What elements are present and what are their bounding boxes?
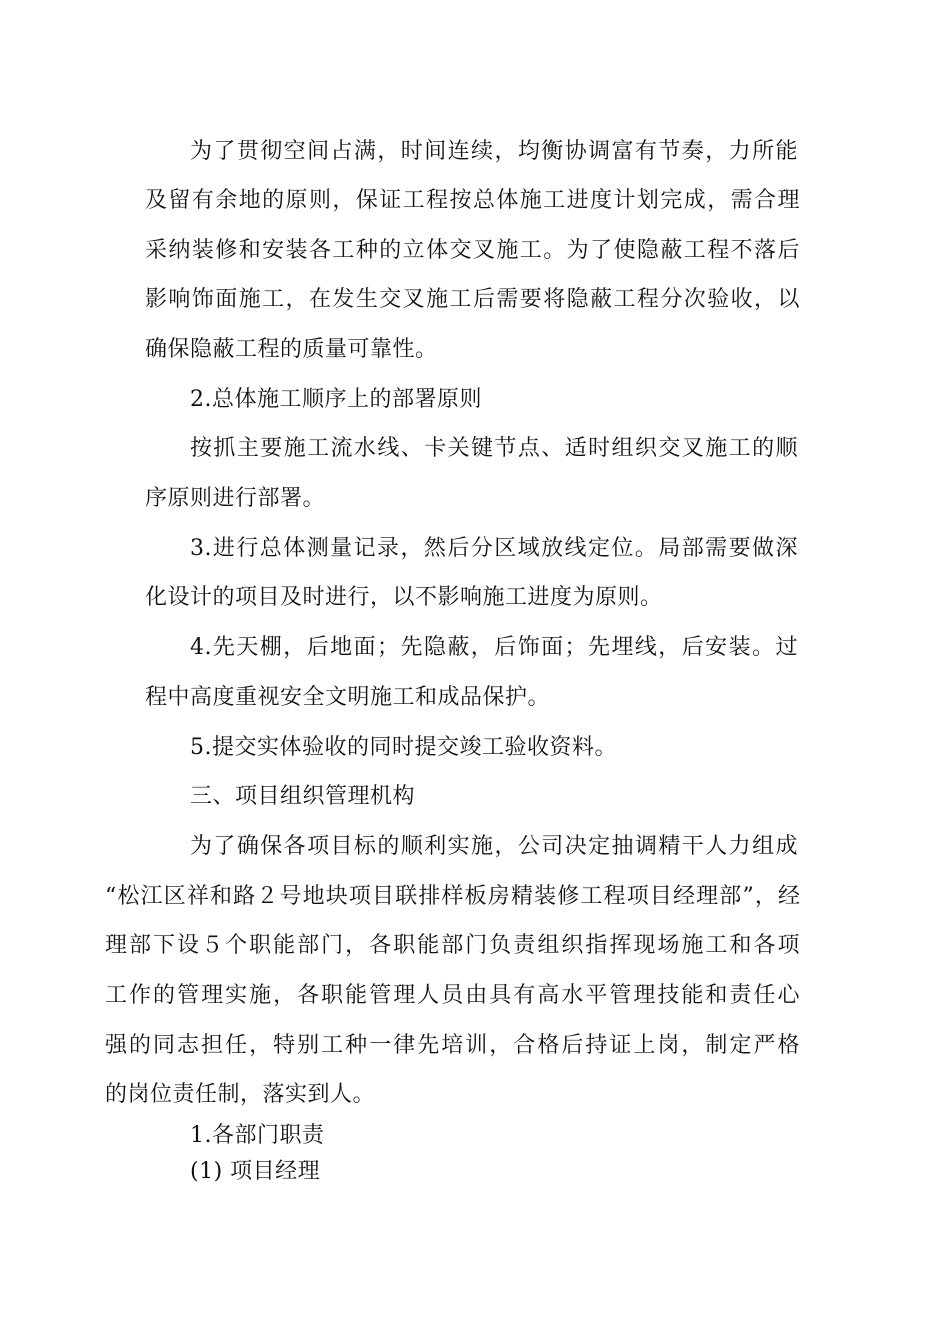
paragraph-line: 影响饰面施工，在发生交叉施工后需要将隐蔽工程分次验收，以 (145, 287, 800, 312)
section-heading: 三、项目组织管理机构 (190, 784, 416, 809)
paragraph-line: “松江区祥和路２号地块项目联排样板房精装修工程项目经理部”，经 (105, 884, 800, 909)
paragraph-line: 强的同志担任，特别工种一律先培训，合格后持证上岗，制定严格 (105, 1033, 800, 1058)
paragraph-line: 序原则进行部署。 (145, 486, 326, 511)
paragraph-line: 化设计的项目及时进行，以不影响施工进度为原则。 (145, 585, 663, 610)
paragraph-line: 为了确保各项目标的顺利实施，公司决定抽调精干人力组成 (190, 834, 798, 859)
paragraph-line: 程中高度重视安全文明施工和成品保护。 (145, 685, 551, 710)
paragraph-line: 及留有余地的原则，保证工程按总体施工进度计划完成，需合理 (145, 188, 800, 213)
paragraph-line: 确保隐蔽工程的质量可靠性。 (145, 337, 438, 362)
paragraph-line: 3.进行总体测量记录，然后分区域放线定位。局部需要做深 (190, 536, 798, 561)
paragraph-line: 5.提交实体验收的同时提交竣工验收资料。 (190, 735, 617, 760)
section-heading: 2.总体施工顺序上的部署原则 (190, 387, 482, 412)
paragraph-line: 为了贯彻空间占满，时间连续，均衡协调富有节奏，力所能 (190, 139, 798, 164)
paragraph-line: 按抓主要施工流水线、卡关键节点、适时组织交叉施工的顺 (190, 436, 798, 461)
paragraph-line: 4.先天棚，后地面；先隐蔽，后饰面；先埋线，后安装。过 (190, 635, 798, 660)
subsection-heading: 1.各部门职责 (190, 1123, 325, 1148)
paragraph-line: 的岗位责任制，落实到人。 (105, 1082, 376, 1107)
subsection-heading: (1) 项目经理 (190, 1159, 321, 1184)
paragraph-line: 工作的管理实施，各职能管理人员由具有高水平管理技能和责任心 (105, 983, 800, 1008)
paragraph-line: 理部下设５个职能部门，各职能部门负责组织指挥现场施工和各项 (105, 933, 800, 958)
paragraph-line: 采纳装修和安装各工种的立体交叉施工。为了使隐蔽工程不落后 (145, 238, 800, 263)
